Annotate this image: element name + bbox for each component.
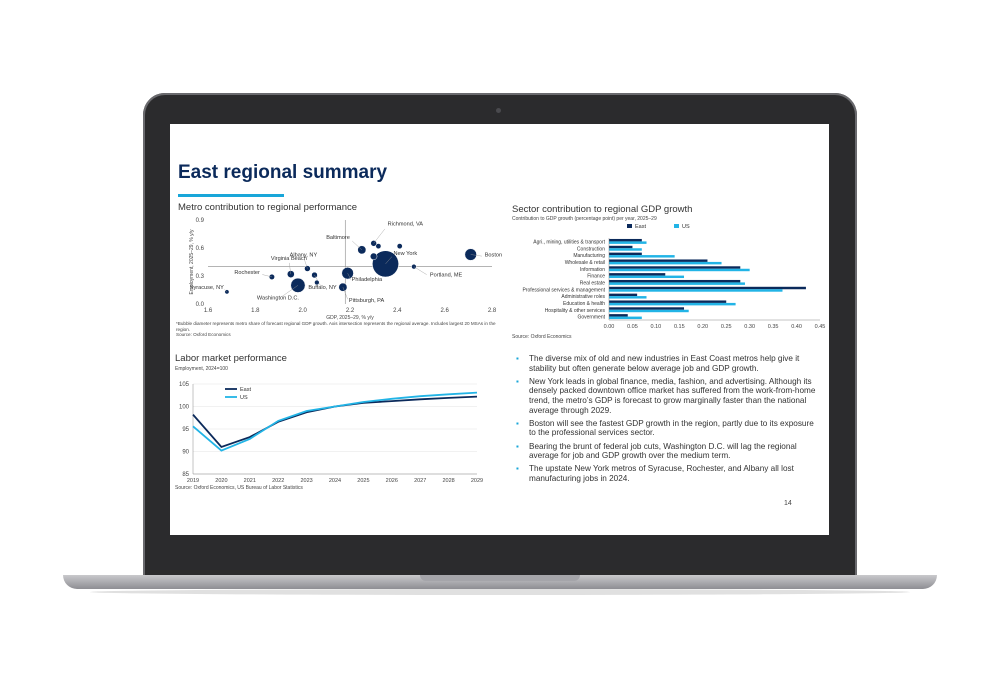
scatter-bubble [314,280,319,285]
slide [170,124,829,535]
bar-mark [609,273,665,275]
scatter-point-label: Syracuse, NY [189,284,224,291]
bar-legend-label: East [635,224,647,230]
bar-category-label: Government [577,314,605,321]
line-subtitle: Employment, 2024=100 [175,366,228,372]
scatter-x-tick: 1.8 [251,308,260,314]
scatter-x-tick: 1.6 [203,308,213,314]
bar-x-tick: 0.30 [744,324,756,330]
bar-chart [506,222,826,334]
scatter-y-tick: 0.0 [195,302,204,308]
bar-mark [609,259,707,261]
line-x-tick: 2029 [470,478,484,484]
bar-category-label: Agri., mining, utilities & transport [533,239,605,246]
bar-mark [609,317,642,319]
scatter-bubble [465,249,477,261]
scatter-bubble [291,278,305,292]
line-x-tick: 2026 [385,478,398,484]
bar-mark [609,255,675,257]
line-y-tick: 90 [182,449,189,456]
bar-category-label: Manufacturing [573,253,605,260]
line-series [193,397,477,447]
bar-mark [609,307,684,309]
laptop-notch [420,575,580,581]
bar-category-label: Wholesale & retail [564,259,605,266]
scatter-chart [170,212,503,330]
scatter-point-label: New York [393,250,418,257]
laptop-shadow [90,589,910,595]
bar-category-label: Finance [587,273,605,280]
bar-mark [609,287,806,289]
line-x-tick: 2020 [215,478,228,484]
bar-x-tick: 0.45 [814,324,826,330]
scatter-leader [414,267,427,275]
bar-x-tick: 0.25 [720,324,732,330]
scatter-point-label: Boston [484,252,503,259]
scatter-point-label: Rochester [234,269,260,276]
bar-x-tick: 0.05 [627,324,638,330]
bar-mark [609,239,642,241]
line-y-tick: 85 [182,472,189,478]
bar-category-label: Education & health [563,300,605,307]
bar-mark [609,296,647,298]
scatter-x-tick: 2.6 [440,308,449,314]
line-y-tick: 95 [182,427,189,433]
bar-mark [609,269,750,271]
scatter-note [176,321,498,338]
bar-x-tick: 0.40 [791,324,802,330]
bar-source: Source: Oxford Economics [512,334,572,340]
scatter-bubble [376,244,381,249]
scatter-y-tick: 0.3 [195,274,204,280]
bar-mark [609,276,684,278]
scatter-x-tick: 2.4 [393,308,402,314]
line-x-tick: 2028 [442,478,455,484]
line-legend-label: East [240,387,252,393]
scatter-bubble [412,264,417,269]
bar-mark [609,262,722,264]
scatter-leader [374,229,385,243]
bullet-item: ▪ Bearing the brunt of federal job cuts, Washington D.C. will lag the regional average for job and GDP growth over the medium term. [516,442,821,461]
bar-title: Sector contribution to regional GDP growth [512,204,693,215]
scatter-point-label: Philadelphia [351,277,383,284]
bar-mark [609,248,642,250]
line-x-tick: 2025 [357,478,370,484]
bar-mark [609,282,745,284]
bar-mark [609,303,736,305]
bar-x-tick: 0.15 [673,324,685,330]
scatter-point-label: Baltimore [326,234,350,241]
scatter-y-tick: 0.6 [195,246,204,252]
scatter-note-text: *Bubble diameter represents metro share of forecast regional GDP growth. Axis intersection represents the regional average. Includes largest 20 MSAs in the region. [176,321,496,332]
scatter-point-label: Washington D.C. [256,295,299,302]
scatter-point-label: Pittsburgh, PA [348,298,385,305]
bar-legend-label: US [682,224,690,230]
bar-mark [609,300,726,302]
bar-x-tick: 0.00 [603,324,615,330]
line-y-tick: 105 [178,382,189,388]
line-x-tick: 2021 [243,478,256,484]
line-chart [170,374,500,492]
scatter-x-tick: 2.0 [298,308,307,314]
bar-mark [609,246,632,248]
line-x-tick: 2019 [186,478,200,484]
title-underline [178,194,284,197]
bullet-item: ▪ The upstate New York metros of Syracuse, Rochester, and Albany all lost manufacturing jobs in 2024. [516,464,821,483]
scatter-x-label: GDP, 2025–29, % y/y [326,315,374,321]
bar-x-tick: 0.10 [650,324,662,330]
bar-subtitle: Contribution to GDP growth (percentage point) per year, 2025–29 [512,216,657,222]
scatter-bubble [312,272,318,278]
scatter-point-label: Virginia Beach [270,256,307,263]
bullet-item: ▪ Boston will see the fastest GDP growth in the region, partly due to its exposure to the professional services sector. [516,419,821,438]
bar-category-label: Administrative roles [561,294,605,301]
scatter-point-label: Buffalo, NY [308,285,337,292]
bar-category-label: Professional services & management [522,287,605,294]
line-x-tick: 2024 [328,478,342,484]
line-y-tick: 100 [178,404,189,411]
bullet-item: ▪ The diverse mix of old and new industries in East Coast metros help give it stability but often generate below average job and GDP growth. [516,354,821,373]
line-x-tick: 2023 [300,478,313,484]
bullet-list [516,354,821,487]
page-number: 14 [784,500,792,507]
bar-category-label: Real estate [579,280,605,287]
bar-category-label: Construction [576,246,605,253]
line-legend-label: US [240,395,248,401]
bar-legend-swatch [674,224,679,228]
scatter-leader [352,241,362,250]
scatter-y-label: Employment, 2025–29, % y/y [189,229,195,295]
bar-category-label: Information [579,266,605,273]
bar-mark [609,289,782,291]
scatter-source: Source: Oxford Economics [176,332,231,338]
bar-x-tick: 0.35 [767,324,779,330]
scatter-bubble [370,253,377,260]
line-title: Labor market performance [175,353,287,364]
scatter-point-label: Portland, ME [429,272,463,279]
line-x-tick: 2022 [272,478,285,484]
bar-mark [609,253,642,255]
camera-icon [496,108,501,113]
bar-mark [609,266,740,268]
bar-mark [609,280,740,282]
bar-legend-swatch [627,224,632,228]
line-source: Source: Oxford Economics, US Bureau of Labor Statistics [175,485,303,491]
scatter-x-tick: 2.8 [487,308,497,314]
scatter-title: Metro contribution to regional performance [178,202,358,213]
slide-title: East regional summary [178,162,388,183]
bar-mark [609,294,637,296]
bar-mark [609,241,647,243]
bar-mark [609,310,689,312]
scatter-x-tick: 2.2 [345,308,355,314]
scatter-bubble [397,244,402,249]
bullet-item: ▪ New York leads in global finance, media, fashion, and advertising. Although its densely packed downtown office market has suffered from the work-from-home trend, the metro’s GDP is forecast to grow marginally faster than the national average through 2029. [516,377,821,415]
line-x-tick: 2027 [414,478,427,484]
bar-x-tick: 0.20 [697,324,709,330]
bar-mark [609,314,628,316]
scatter-point-label: Albany, NY [289,252,318,259]
scatter-y-tick: 0.9 [195,218,204,224]
scatter-point-label: Richmond, VA [387,221,424,228]
bar-category-label: Hospitality & other services [544,307,605,314]
